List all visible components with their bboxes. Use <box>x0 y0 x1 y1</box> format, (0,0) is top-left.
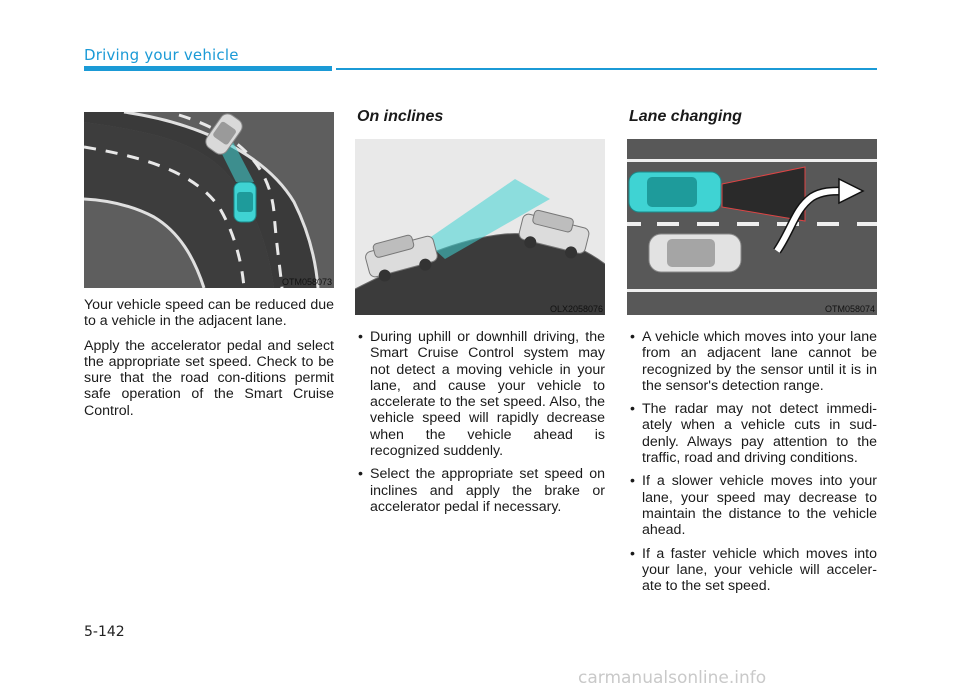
lane-change-illustration <box>627 139 877 315</box>
section-title: Lane changing <box>629 108 742 125</box>
figure-inclines <box>355 139 605 315</box>
figure-code: OTM058074 <box>824 304 875 314</box>
paragraph: Your vehicle speed can be reduced due to a vehicle in the adjacent lane. <box>84 297 334 330</box>
paragraph: Apply the accelerator pedal and select the appropriate set speed. Check to be sure that the road con-ditions permit safe operation of the Smart Cruise Control. <box>84 337 334 419</box>
bullet-list <box>627 329 877 594</box>
figure-curve-road <box>84 112 334 288</box>
figure-code: OTM058073 <box>281 277 332 287</box>
inclines-illustration <box>355 139 605 315</box>
watermark: carmanualsonline.info <box>578 668 767 688</box>
list-item: • A vehicle which moves into your lane from an adjacent lane cannot be recognized by the sensor until it is in the sensor's detection range. <box>630 329 877 394</box>
list-item: • If a faster vehicle which moves into your lane, your vehicle will acceler-ate to the set speed. <box>630 545 877 595</box>
header-rule-thin <box>336 68 877 70</box>
column-right <box>627 108 877 601</box>
section-header: Driving your vehicle <box>84 46 239 64</box>
list-item: • If a slower vehicle moves into your lane, your speed may decrease to maintain the distance to the vehicle ahead. <box>630 473 877 539</box>
header-rule-thick <box>84 66 332 71</box>
list-item: • The radar may not detect immedi-ately when a vehicle cuts in sud-denly. Always pay attention to the traffic, road and driving conditions. <box>630 401 877 467</box>
page-number: 5-142 <box>84 624 125 640</box>
section-title: On inclines <box>357 108 444 125</box>
figure-lane-change <box>627 139 877 315</box>
column-middle <box>355 108 605 522</box>
curve-road-illustration <box>84 112 334 288</box>
list-item: • During uphill or downhill driving, the Smart Cruise Control system may not detect a moving vehicle in your lane, and cause your vehicle to accelerate to the set speed. Also, the vehicle speed will rapidly decrease when the vehicle ahead is recognized suddenly. <box>358 329 605 460</box>
column-left <box>84 112 334 419</box>
bullet-list <box>355 329 605 515</box>
list-item: • Select the appropriate set speed on inclines and apply the brake or accelerator pedal if necessary. <box>358 466 605 515</box>
figure-code: OLX2058076 <box>549 304 603 314</box>
